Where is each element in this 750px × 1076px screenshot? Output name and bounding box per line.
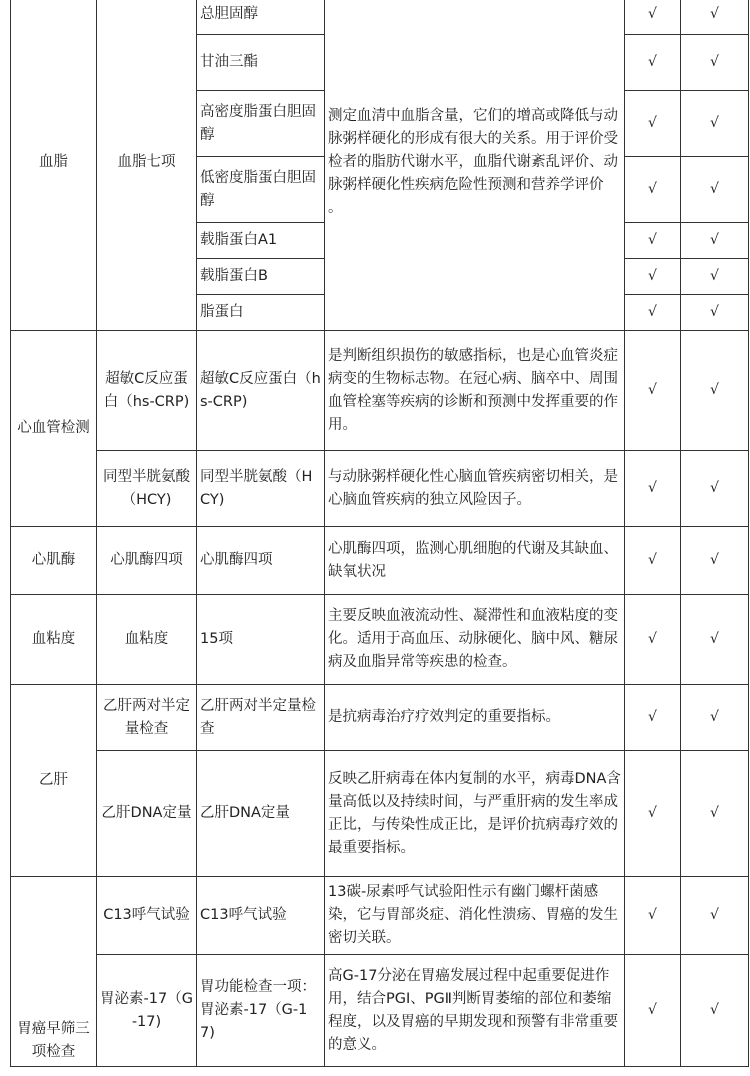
check-mark: √ [681,877,749,955]
check-mark: √ [681,295,749,331]
check-mark: √ [681,91,749,157]
subitem-cell: 超敏C反应蛋白（hs-CRP) [97,331,197,451]
item-cell: C13呼气试验 [197,877,325,955]
item-cell: 甘油三酯 [197,35,325,91]
item-cell: 乙肝DNA定量 [197,751,325,877]
table-row [11,0,749,35]
item-cell: 乙肝两对半定量检查 [197,685,325,751]
item-cell: 高密度脂蛋白胆固醇 [197,91,325,157]
check-mark: √ [625,685,681,751]
subitem-cell: 心肌酶四项 [97,527,197,595]
table-row [11,685,749,751]
category-cell: 心血管检测 [11,331,97,527]
check-mark: √ [681,451,749,527]
check-mark: √ [625,527,681,595]
check-mark: √ [681,751,749,877]
check-mark: √ [681,595,749,685]
exam-items-table [10,0,749,1067]
table-row [11,955,749,1067]
item-cell: 心肌酶四项 [197,527,325,595]
category-cell: 血粘度 [11,595,97,685]
item-cell: 总胆固醇 [197,0,325,35]
check-mark: √ [625,0,681,35]
description-cell: 是判断组织损伤的敏感指标，也是心血管炎症病变的生物标志物。在冠心病、脑卒中、周围血管栓塞等疾病的诊断和预测中发挥重要的作用。 [325,331,625,451]
table-row [11,331,749,451]
item-cell: 载脂蛋白B [197,259,325,295]
check-mark: √ [681,527,749,595]
check-mark: √ [625,877,681,955]
check-mark: √ [681,157,749,223]
category-cell: 血脂 [11,0,97,331]
table-row [11,451,749,527]
check-mark: √ [681,955,749,1067]
subitem-cell: 乙肝DNA定量 [97,751,197,877]
description-cell: 反映乙肝病毒在体内复制的水平，病毒DNA含量高低以及持续时间，与严重肝病的发生率成正比，与传染性成正比，是评价抗病毒疗效的最重要指标。 [325,751,625,877]
description-cell: 高G-17分泌在胃癌发展过程中起重要促进作用，结合PGⅠ、PGⅡ判断胃萎缩的部位和萎缩程度，以及胃癌的早期发现和预警有非常重要的意义。 [325,955,625,1067]
check-mark: √ [625,331,681,451]
check-mark: √ [625,35,681,91]
item-cell: 脂蛋白 [197,295,325,331]
check-mark: √ [681,223,749,259]
check-mark: √ [681,331,749,451]
table-row [11,751,749,877]
item-cell: 同型半胱氨酸（HCY) [197,451,325,527]
check-mark: √ [625,157,681,223]
description-cell: 与动脉粥样硬化性心脑血管疾病密切相关，是心脑血管疾病的独立风险因子。 [325,451,625,527]
check-mark: √ [625,91,681,157]
subitem-cell: 血粘度 [97,595,197,685]
subitem-cell: 乙肝两对半定量检查 [97,685,197,751]
check-mark: √ [625,955,681,1067]
check-mark: √ [681,259,749,295]
description-cell: 主要反映血液流动性、凝滞性和血液粘度的变化。适用于高血压、动脉硬化、脑中风、糖尿病及血脂异常等疾患的检查。 [325,595,625,685]
item-cell: 载脂蛋白A1 [197,223,325,259]
description-cell: 测定血清中血脂含量，它们的增高或降低与动脉粥样硬化的形成有很大的关系。用于评价受检者的脂肪代谢水平，血脂代谢紊乱评价、动脉粥样硬化性疾病危险性预测和营养学评价 。 [325,0,625,331]
subitem-cell: 同型半胱氨酸（HCY) [97,451,197,527]
check-mark: √ [681,0,749,35]
item-cell: 15项 [197,595,325,685]
table-row [11,527,749,595]
check-mark: √ [625,595,681,685]
item-cell: 胃功能检查一项：胃泌素-17（G-17) [197,955,325,1067]
check-mark: √ [681,685,749,751]
check-mark: √ [681,35,749,91]
description-cell: 心肌酶四项，监测心肌细胞的代谢及其缺血、缺氧状况 [325,527,625,595]
check-mark: √ [625,259,681,295]
check-mark: √ [625,223,681,259]
category-cell: 胃癌早筛三项检查 [11,877,97,1067]
description-cell: 是抗病毒治疗疗效判定的重要指标。 [325,685,625,751]
table-row [11,877,749,955]
check-mark: √ [625,751,681,877]
item-cell: 低密度脂蛋白胆固醇 [197,157,325,223]
table-row [11,595,749,685]
subitem-cell: 胃泌素-17（G-17) [97,955,197,1067]
subitem-cell: C13呼气试验 [97,877,197,955]
category-cell: 心肌酶 [11,527,97,595]
check-mark: √ [625,451,681,527]
category-cell: 乙肝 [11,685,97,877]
description-cell: 13碳-尿素呼气试验阳性示有幽门螺杆菌感染，它与胃部炎症、消化性溃疡、胃癌的发生密切关联。 [325,877,625,955]
item-cell: 超敏C反应蛋白（hs-CRP) [197,331,325,451]
check-mark: √ [625,295,681,331]
subitem-cell: 血脂七项 [97,0,197,331]
